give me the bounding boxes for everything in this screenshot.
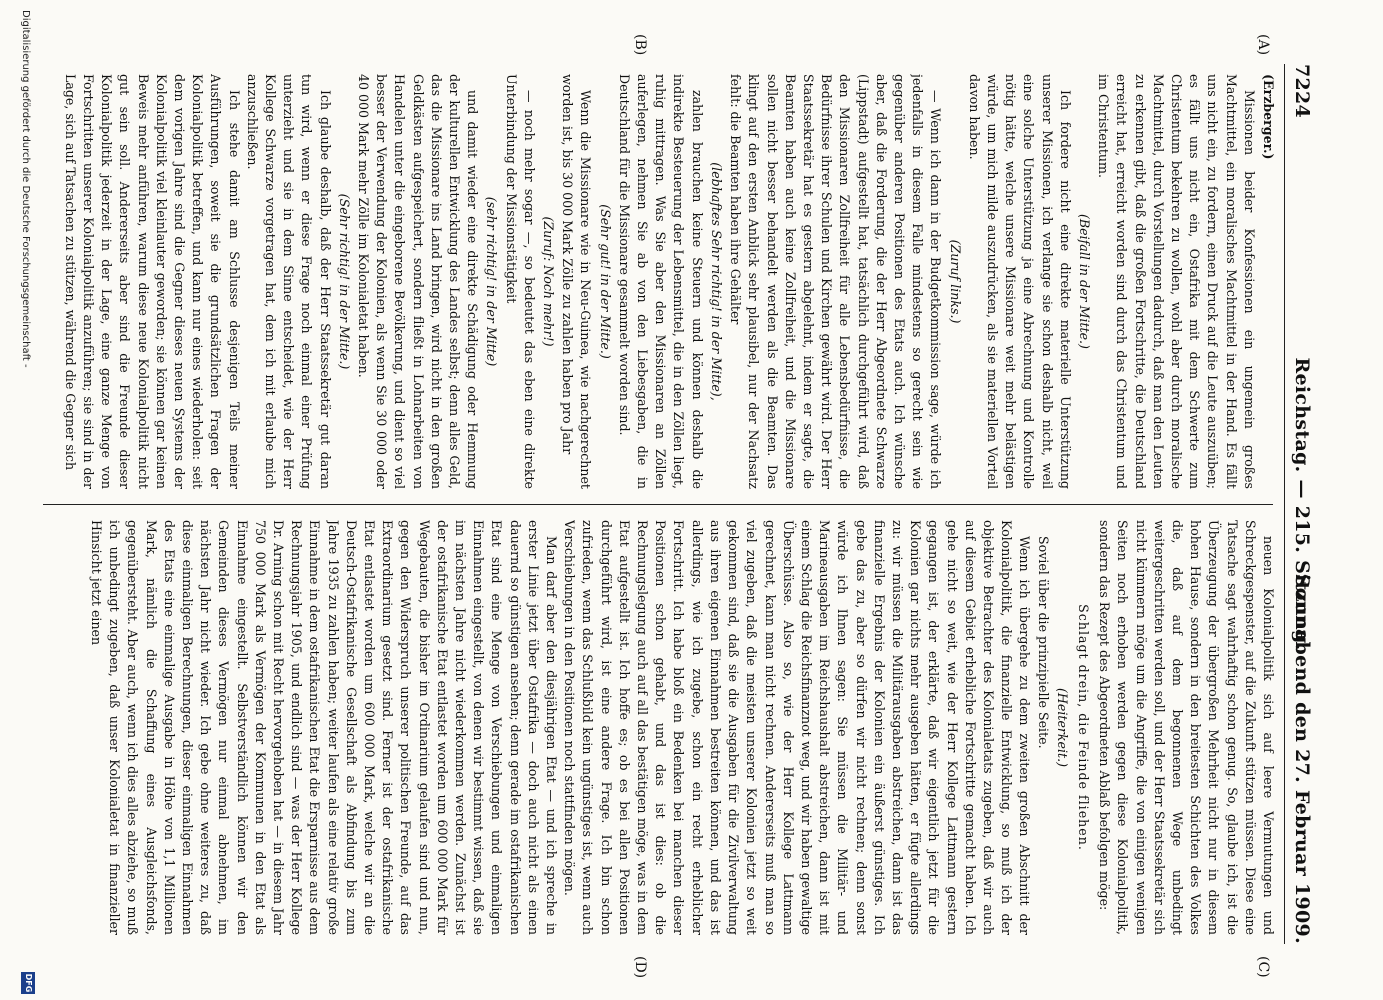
paragraph: Man darf aber den diesjährigen Etat — und ich spreche in erster Linie jetzt über Ostafrika — doch auch nicht als einen dauernd so günstigen ansehen; denn gerade im ostafrikanischen Etat sind eine Menge von Verschiebungen und einmaligen Einnahmen eingestellt, von denen wir bestimmt wissen, daß sie im nächsten Jahre nicht wiederkommen werden. Zunächst ist der ostafrikanische Etat entlastet worden um 600 000 Mark für Wegebauten, die bisher im Ordinarium gelaufen sind und nun, gegen den Widerspruch unserer politischen Freunde, auf das Extraordinarium gesetzt sind. Ferner ist der ostafrikanische Etat entlastet worden um 600 000 Mark, welche wir an die Deutsch-Ostafrikanische Gesellschaft als Abfindung bis zum Jahre 1935 zu zahlen haben; weiter laufen als eine relativ große Einnahme in dem ostafrikanischen Etat die Ersparnisse aus dem Rechnungsjahr 1905, und endlich sind — was der Herr Kollege Dr. Arning schon mit Recht hervorgehoben hat — in diesem Jahr 750 000 Mark als Vermögen der Kommunen in den Etat als Einnahme eingestellt. Selbstverständlich können wir den Gemeinden dieses Vermögen nur einmal abnehmen, im nächsten Jahr nicht wieder. Ich gebe ohne weiteres zu, daß diese einmaligen Berechnungen, dieser einmaligen Einnahmen des Etats eine einmalige Ausgabe in Höhe von 1,1 Millionen Mark, nämlich die Schaffung eines Ausgleichsfonds, gegenübersteht. Aber auch, wenn ich dies alles abziehe, so muß ich unbedingt zugeben, daß unser Kolonialetat in finanzieller Hinsicht jetzt einen — [89, 520, 560, 935]
interjection: (Sehr richtig! in der Mitte.) — [336, 193, 352, 370]
left-text-column — [37, 74, 1277, 489]
session-date: Sonnabend den 27. Februar 1909. — [1291, 573, 1313, 944]
interjection: (lebhaftes Sehr richtig! in der Mitte), — [708, 162, 724, 401]
speaker-name: (Erzberger.) — [1261, 74, 1276, 160]
column-divider — [43, 504, 1273, 505]
paragraph: und damit wieder eine direkte Schädigung oder Hemmung der kulturellen Entwicklung des Landes selbst; denn alles Geld, das die Missionare ins Land bringen, wird nicht in den großen Geldkästen aufgespeichert, sondern fließt in Lohnarbeiten von Handelen unter die eingeborene Bevölkerung, und dient so viel besser der Verwendung der Kolonien, als wenn Sie 30 000 oder 40 000 Mark mehr Zölle im Kolonialetat haben. — [356, 74, 481, 489]
paragraph: Missionen beider Konfessionen ein ungemein großes Machtmittel, ein moralisches Machtmittel in der Hand. Es fällt uns nicht ein, zu fordern, einen Druck auf die Leute auszuüben; es fällt uns nicht ein, Ostafrika mit dem Schwerte zum Christentum bekehren zu wollen, wohl aber durch moralische Machtmittel, durch Vorstellungen dadurch, daß man den Leuten zu erkennen gibt, daß die großen Fortschritte, die Deutschland erreicht hat, erreicht worden sind durch das Christentum und im Christentum. — [1096, 74, 1257, 489]
paragraph: Ich stehe damit am Schlusse desjenigen Teils meiner Ausführungen, soweit sie die grundsätzlichen Fragen der Kolonialpolitik betreffen, und kann nur eines wiederholen: seit dem vorigen Jahre sind die Gegner dieses neuen Systems der Kolonialpolitik viel kleinlauter geworden; sie können gar keinen Beweis mehr anführen, warum diese neue Kolonialpolitik nicht gut sein soll. Andererseits aber sind die Freunde dieser Kolonialpolitik jederzeit in der Lage, eine ganze Menge von Fortschritten unserer Kolonialpolitik anzuführen; sie sind in der Lage, sich auf Tatsachen zu stützen, während die Gegner sich — [62, 74, 242, 489]
margin-marker-b: (B) — [632, 34, 648, 56]
interjection: (Zuruf: Noch mehr!) — [541, 216, 557, 347]
paragraph: — noch mehr sogar —, so bedeutet das eben eine direkte Unterbindung der Missionstätigkeit — [503, 74, 537, 489]
interjection: (Beifall in der Mitte.) — [1076, 214, 1092, 349]
margin-marker-d: (D) — [632, 956, 648, 979]
running-title: Reichstag. — 215. Sitzung. — [1291, 357, 1313, 651]
page-number: 7224 — [1291, 64, 1313, 119]
quoted-motto: Schlagt drein, die Feinde fliehen. — [1075, 604, 1091, 851]
interjection: (Sehr gut! in der Mitte.) — [597, 204, 613, 359]
interjection: (Zuruf links.) — [947, 239, 963, 324]
digitization-credit: Digitalisierung gefördert durch die Deutsche Forschungsgemeinschaft - — [20, 10, 31, 368]
margin-marker-a: (A) — [1255, 34, 1271, 56]
paragraph: Wenn ich übergehe zu dem zweiten großen Abschnitt der Kolonialpolitik, die finanzielle Entwicklung, so muß ich der objektive Betrachter des Kolonialetats zugeben, daß wir auch auf diesem Gebiet erhebliche Fortschritte gemacht haben. Ich gehe nicht so weit, wie der Herr Kollege Lattmann gestern gegangen ist, der erklärte, daß wir eigentlich jetzt für die Kolonien gar nichts mehr ausgeben hätten, er fügte allerdings zu: wir müssen die Militärausgaben abstreichen, dann ist das finanzielle Ergebnis der Kolonien ein äußerst günstiges. Ich gebe das zu, aber so dürfen wir nicht rechnen; denn sonst würde ich Ihnen sagen: Sie müssen die Militär- und Marineausgaben im Reichshaushalt abstreichen, dann ist mit einem Schlag die Reichsfinanznot weg, und wir haben gewaltige Überschüsse. Also so, wie der Herr Kollege Lattmann gerechnet, kann man nicht rechnen. Andererseits muß man so viel zugeben, daß die meisten unserer Kolonien jetzt so weit gekommen sind, daß sie die Ausgaben für die Zivilverwaltung aus ihren eigenen Einnahmen bestreiten können, und das ist allerdings, wie ich zugebe, schon ein recht erheblicher Fortschritt. Ich habe bloß ein Bedenken bei manchen dieser Positionen schon gehabt, und das ist dies: ob die Rechnungslegung auch auf all das bestätigen möge, was in dem Etat aufgestellt ist. Ich hoffe es; ob es bei allen Positionen durchgeführt wird, ist eine andere Frage. Ich bin schon zufrieden, wenn das Schlußbild kein ungünstiges ist, wenn auch Verschiebungen in den Positionen noch stattfinden mögen. — [562, 520, 1033, 935]
interjection: (sehr richtig! in der Mitte) — [484, 196, 500, 367]
paragraph: — Wenn ich dann in der Budgetkommission sage, würde ich jedenfalls in diesem Falle mindestens so gerecht sein wie gegenüber anderen Positionen des Etats auch. Ich wünsche aber, daß die Forderung, die der Herr Abgeordnete Schwarze (Lippstadt) aufgestellt hat, tatsächlich durchgeführt wird, daß den Missionaren Zollfreiheit für alle Lebensbedürfnisse, die Bedürfnisse ihrer Schulen und Kirchen gewährt wird. Der Herr Staatssekretär hat es gestern abgelehnt, indem er sagte, die Beamten haben auch keine Zollfreiheit, und die Missionare sollen nicht besser behandelt werden als die Beamten. Das klingt auf den ersten Anblick sehr plausibel, nur der Nachsatz fehlt: die Beamten haben ihre Gehälter — [728, 74, 944, 489]
dfg-logo: DFG — [21, 972, 35, 994]
paragraph: Wenn die Missionare wie in Neu-Guinea, wie nachgerechnet worden ist, bis 30 000 Mark Zölle zu zahlen haben pro Jahr — [560, 74, 594, 489]
interjection: (Heiterkeit.) — [1054, 688, 1070, 767]
right-text-column — [37, 520, 1277, 935]
paragraph: Soviel über die prinzipielle Seite. — [1035, 536, 1051, 749]
margin-marker-c: (C) — [1255, 956, 1271, 978]
paragraph: Ich fordere nicht eine direkte materielle Unterstützung unserer Missionen, ich verlange sie schon deshalb nicht, weil eine solche Unterstützung ja eine Abrechnung und Kontrolle nötig hätte, welche unsere Missionare weit mehr belästigen würde, um mich milde auszudrücken, als sie materiellen Vorteil davon haben. — [966, 74, 1073, 489]
paragraph: Ich glaube deshalb, daß der Herr Staatssekretär gut daran tun wird, wenn er diese Frage noch einmal einer Prüfung unterzieht und sie in dem Sinne entscheidet, wie der Herr Kollege Schwarze vorgetragen hat, dem ich mit erlaube mich anzuschließen. — [244, 74, 333, 489]
header-rule — [1284, 64, 1285, 944]
paragraph: zahlen brauchen keine Steuern und können deshalb die indirekte Besteuerung der Lebensmittel, die in den Zöllen liegt, ruhig mittragen. Was Sie aber den Missionaren an Zöllen auferlegen, nehmen Sie ab von den Liebesgaben, die in Deutschland für die Missionare gesammelt worden sind. — [616, 74, 705, 489]
page-header — [1283, 64, 1313, 944]
paragraph: neuen Kolonialpolitik sich auf leere Vermutungen und Schreckgespenster, auf die Zukunft stützen müssen. Diese eine Tatsache sagt wahrhaftig schon genug. So, glaube ich, ist die Überzeugung der übergroßen Mehrheit nicht nur in diesem hohen Hause, sondern in den breitesten Schichten des Volkes die, daß auf dem begonnenen Wege unbedingt weitergeschritten werden soll, und der Herr Staatssekretär sich nicht kümmern möge um die Angriffe, die von einigen wenigen Seiten noch erhoben werden gegen diese Kolonialpolitik, sondern das Rezept des Abgeordneten Ablaß befolgen möge: — [1097, 520, 1276, 935]
